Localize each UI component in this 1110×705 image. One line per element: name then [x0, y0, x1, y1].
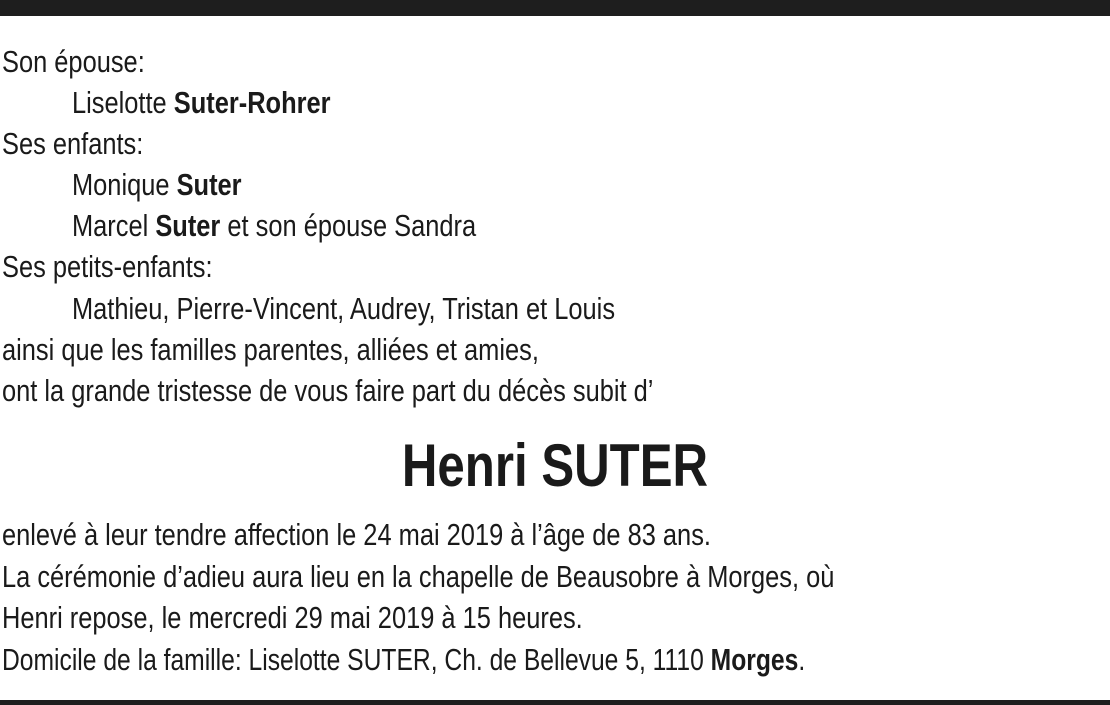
spouse-last-name: Suter-Rohrer: [173, 85, 331, 120]
ceremony-line-2: Henri repose, le mercredi 29 mai 2019 à 15 heures.: [2, 600, 583, 635]
child-line-2: [72, 206, 476, 246]
child1-first-name: Monique: [72, 167, 170, 202]
death-line: enlevé à leur tendre affection le 24 mai 2019 à l’âge de 83 ans.: [2, 517, 711, 552]
spouse-first-name: Liselotte: [72, 85, 167, 120]
child1-last-name: Suter: [176, 167, 242, 202]
child2-first-name: Marcel: [72, 208, 149, 243]
spouse-line: [72, 83, 331, 123]
domicile-suffix: .: [798, 642, 806, 677]
children-label: Ses enfants:: [2, 126, 144, 161]
child2-rest: et son épouse Sandra: [227, 208, 477, 243]
families-line: ainsi que les familles parentes, alliées et amies,: [2, 332, 539, 367]
grandchildren-names: Mathieu, Pierre-Vincent, Audrey, Tristan et Louis: [72, 291, 616, 326]
child-line-1: [72, 165, 242, 205]
deceased-name: Henri SUTER: [401, 432, 709, 499]
child2-last-name: Suter: [155, 208, 221, 243]
grandchildren-label: Ses petits-enfants:: [2, 249, 213, 284]
bottom-rule: [0, 700, 1110, 705]
top-rule: [0, 0, 1110, 16]
domicile-town: Morges: [710, 642, 799, 677]
domicile-line: [2, 640, 805, 680]
ceremony-line-1: La cérémonie d’adieu aura lieu en la chapelle de Beausobre à Morges, où: [2, 559, 835, 594]
spouse-label: Son épouse:: [2, 44, 145, 79]
domicile-prefix: Domicile de la famille: Liselotte SUTER, Ch. de Bellevue 5, 1110: [2, 642, 704, 677]
announce-line: ont la grande tristesse de vous faire part du décès subit d’: [2, 373, 654, 408]
